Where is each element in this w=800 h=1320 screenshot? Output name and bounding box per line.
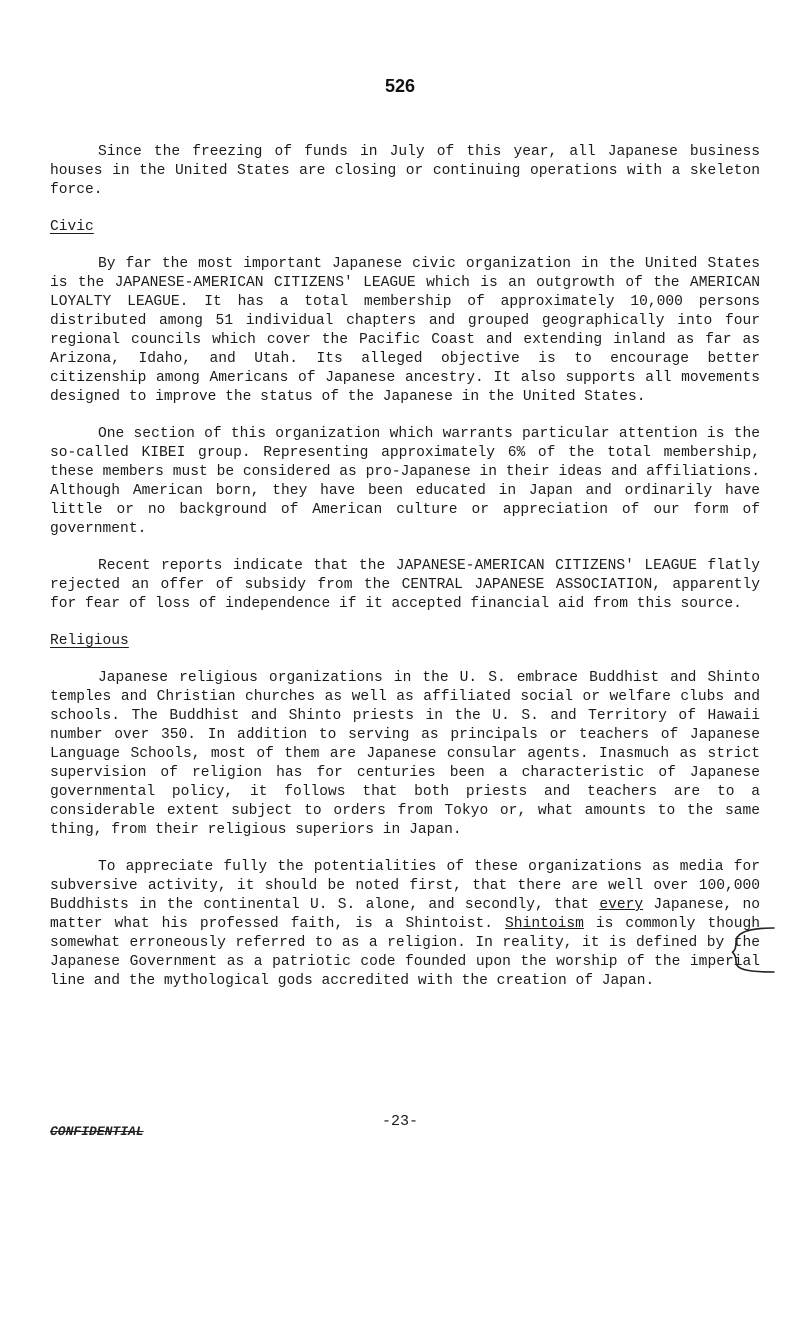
page-number: 526 (384, 76, 416, 96)
religious-paragraph-2-part-2: Japanese, no matter what his professed faith, is a Shintoist. (50, 897, 760, 932)
margin-bracket-mark (730, 924, 776, 976)
classification-stamp: CONFIDENTIAL (48, 1124, 146, 1139)
civic-heading: Civic (50, 219, 94, 235)
religious-paragraph-2 (50, 858, 760, 991)
religious-heading: Religious (50, 633, 129, 649)
underlined-every: every (599, 897, 644, 913)
underlined-shintoism: Shintoism (505, 916, 584, 932)
intro-paragraph: Since the freezing of funds in July of this year, all Japanese business houses in the United States are closing or continuing operations with a skeleton force. (50, 144, 760, 198)
civic-paragraph-2: One section of this organization which warrants particular attention is the so-called KIBEI group. Representing approximately 6% of the total membership, these members must be considered as pro-Japanese in their ideas and affiliations. Although American born, they have been educated in Japan and ordinarily have little or no background of American culture or appreciation of our form of government. (50, 426, 760, 537)
religious-paragraph-2-part-3: is commonly though somewhat erroneously referred to as a religion. In reality, it is defined by the Japanese Government as a patriotic code founded upon the worship of the imperial line and the mythological gods accredited with the creation of Japan. (50, 916, 760, 989)
religious-section (50, 632, 760, 991)
document-body (50, 143, 760, 1009)
footer-page-number: -23- (381, 1113, 418, 1130)
religious-paragraph-1: Japanese religious organizations in the U. S. embrace Buddhist and Shinto temples and Christian churches as well as affiliated social or welfare clubs and schools. The Buddhist and Shinto priests in the U. S. and Territory of Hawaii number over 350. In addition to serving as principals or teachers of Japanese Language Schools, most of them are Japanese consular agents. Inasmuch as strict supervision of religion has for centuries been a characteristic of Japanese governmental policy, it follows that both priests and teachers are to a considerable extent subject to orders from Tokyo or, what amounts to the same thing, from their religious superiors in Japan. (50, 670, 760, 838)
civic-paragraph-1: By far the most important Japanese civic organization in the United States is the JAPANESE-AMERICAN CITIZENS' LEAGUE which is an outgrowth of the AMERICAN LOYALTY LEAGUE. It has a total membership of approximately 10,000 persons distributed among 51 individual chapters and grouped geographically into four regional councils which cover the Pacific Coast and extending inland as far as Arizona, Idaho, and Utah. Its alleged objective is to encourage better citizenship among Americans of Japanese ancestry. It also supports all movements designed to improve the status of the Japanese in the United States. (50, 256, 760, 405)
religious-paragraph-2-part-1: To appreciate fully the potentialities of these organizations as media for subversive activity, it should be noted first, that there are well over 100,000 Buddhists in the continental U. S. alone, and secondly, that (50, 859, 760, 913)
civic-paragraph-3: Recent reports indicate that the JAPANESE-AMERICAN CITIZENS' LEAGUE flatly rejected an offer of subsidy from the CENTRAL JAPANESE ASSOCIATION, apparently for fear of loss of independence if it accepted financial aid from this source. (50, 558, 760, 612)
civic-section (50, 218, 760, 614)
